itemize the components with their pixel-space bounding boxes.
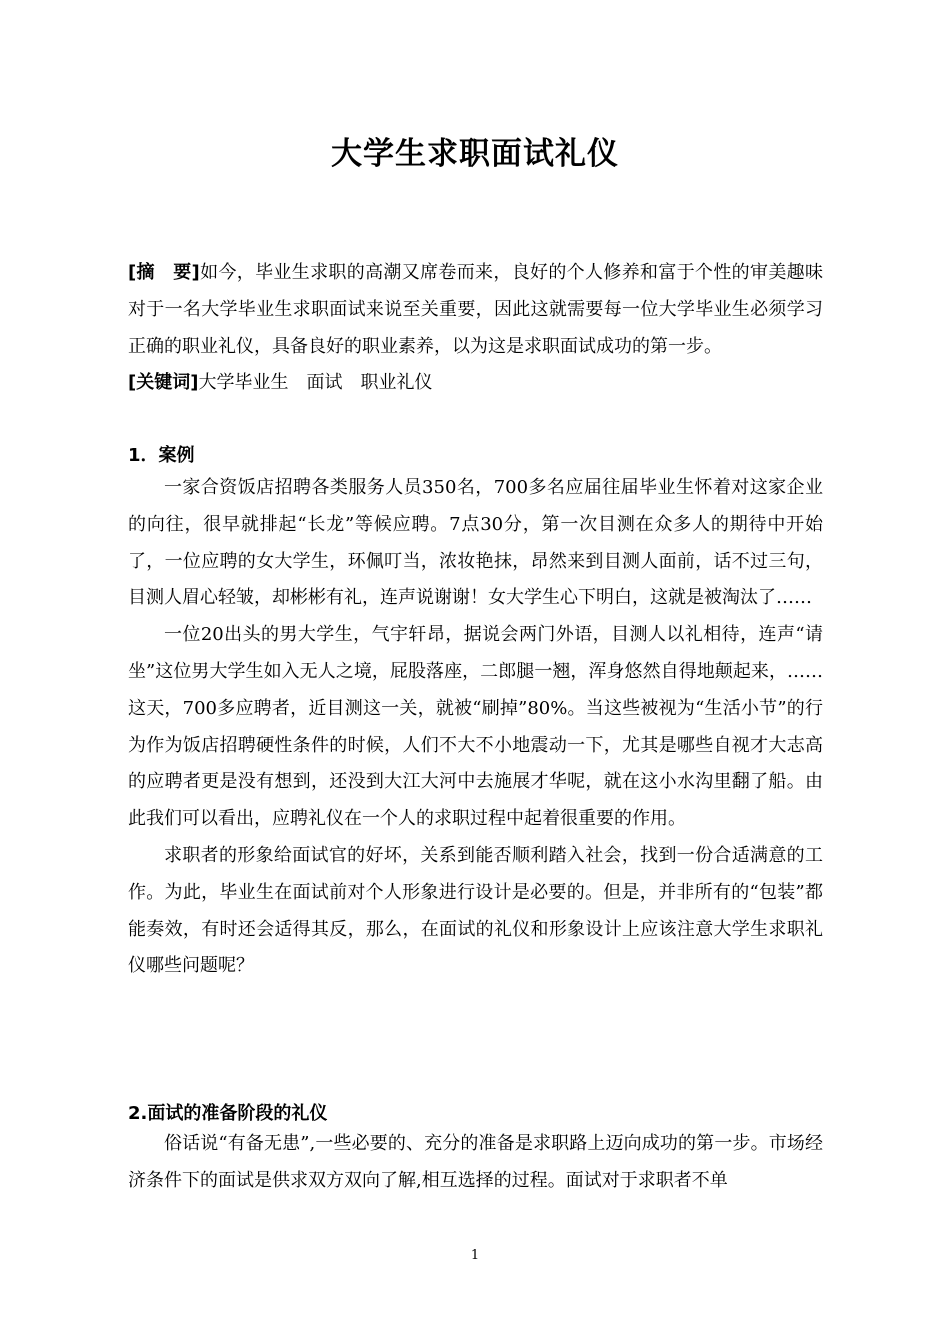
keywords-paragraph bbox=[128, 365, 823, 402]
section1-paragraph: 一家合资饭店招聘各类服务人员350名，700多名应届往届毕业生怀着对这家企业的向往，很早就排起“长龙”等候应聘。7点30分，第一次目测在众多人的期待中开始了，一位应聘的女大学生，环佩叮当，浓妆艳抹，昂然来到目测人面前，话不过三句，目测人眉心轻皱，却彬彬有礼，连声说谢谢！女大学生心下明白，这就是被淘汰了…… bbox=[128, 477, 823, 609]
section2-heading: 2.面试的准备阶段的礼仪 bbox=[128, 1103, 328, 1124]
section2-body bbox=[128, 1126, 823, 1200]
abstract-text: 如今，毕业生求职的高潮又席卷而来，良好的个人修养和富于个性的审美趣味对于一名大学毕业生求职面试来说至关重要，因此这就需要每一位大学毕业生必须学习正确的职业礼仪，具备良好的职业素养，以为这是求职面试成功的第一步。 bbox=[128, 262, 824, 357]
section2-paragraph: 俗话说“有备无患”,一些必要的、充分的准备是求职路上迈向成功的第一步。市场经济条件下的面试是供求双方双向了解,相互选择的过程。面试对于求职者不单 bbox=[128, 1133, 823, 1191]
page-number: 1 bbox=[470, 1248, 480, 1263]
abstract-paragraph bbox=[128, 255, 823, 365]
keywords-label: [关键词] bbox=[128, 372, 199, 394]
section1-body bbox=[128, 470, 823, 985]
abstract-block bbox=[128, 255, 823, 402]
document-title: 大学生求职面试礼仪 bbox=[331, 136, 619, 172]
abstract-label: [摘 要] bbox=[128, 262, 200, 283]
section1-paragraph: 一位20出头的男大学生，气宇轩昂，据说会两门外语，目测人以礼相待，连声“请坐”这位男大学生如入无人之境，屁股落座，二郎腿一翘，浑身悠然自得地颠起来，……这天，700多应聘者，近目测这一关，就被“刷掉”80%。当这些被视为“生活小节”的行为作为饭店招聘硬性条件的时候，人们不大不小地震动一下，尤其是哪些自视才大志高的应聘者更是没有想到，还没到大江大河中去施展才华呢，就在这小水沟里翻了船。由此我们可以看出，应聘礼仪在一个人的求职过程中起着很重要的作用。 bbox=[128, 624, 823, 830]
keywords-text: 大学毕业生 面试 职业礼仪 bbox=[198, 372, 433, 394]
section1-paragraph: 求职者的形象给面试官的好坏，关系到能否顺利踏入社会，找到一份合适满意的工作。为此，毕业生在面试前对个人形象进行设计是必要的。但是，并非所有的“包装”都能奏效，有时还会适得其反，那么，在面试的礼仪和形象设计上应该注意大学生求职礼仪哪些问题呢？ bbox=[128, 844, 823, 977]
section1-heading: 1．案例 bbox=[128, 445, 195, 466]
